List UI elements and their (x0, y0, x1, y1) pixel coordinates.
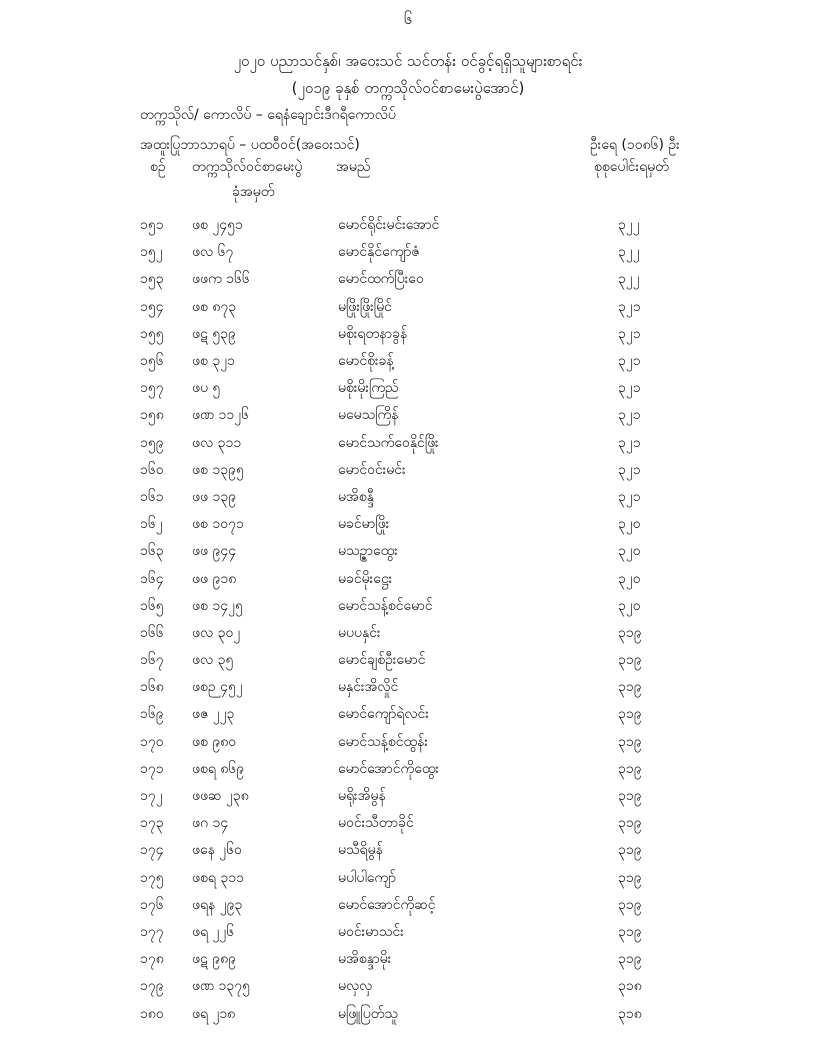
total-marks-cell: ၃၁၈ (618, 1005, 642, 1022)
roll-number-cell: ဖပ ၅ (192, 380, 221, 397)
serial-number-cell: ၁၅၈ (140, 407, 164, 424)
serial-number-cell: ၁၆၀ (140, 461, 164, 478)
roll-number-cell: ဖစ ၈၇၃ (192, 298, 237, 315)
roll-number-cell: ဖဂ ၁၄ (192, 815, 229, 832)
total-marks-cell: ၃၁၉ (618, 896, 642, 913)
total-marks-cell: ၃၂၁ (618, 488, 641, 505)
table-row (140, 647, 700, 674)
serial-number-cell: ၁၆၃ (140, 543, 164, 560)
table-row (140, 212, 700, 239)
serial-number-cell: ၁၆၂ (140, 516, 163, 533)
total-marks-cell: ၃၂၁ (618, 325, 641, 342)
student-name-cell: မောင်သက်ဝေနိုင်ဖြိုး (338, 434, 439, 451)
student-name-cell: မဖြူပြတ်သူ (338, 1005, 398, 1022)
student-name-cell: မောင်သန့်စင်ထွန်း (338, 733, 428, 750)
total-marks-cell: ၃၂၂ (618, 271, 640, 288)
serial-number-cell: ၁၇၇ (140, 923, 164, 940)
total-marks-cell: ၃၁၉ (618, 733, 642, 750)
results-table (140, 212, 700, 1028)
total-marks-cell: ၃၁၉ (618, 706, 642, 723)
student-name-cell: မအိစန္ဒီ (338, 488, 374, 505)
total-marks-cell: ၃၁၉ (618, 869, 642, 886)
student-name-cell: မခင်မာဖြိုး (338, 516, 390, 533)
roll-number-cell: ဖလ ၃၅ (192, 652, 234, 669)
total-marks-cell: ၃၁၉ (618, 624, 642, 641)
serial-number-cell: ၁၅၅ (140, 325, 164, 342)
serial-number-cell: ၁၇၃ (140, 815, 164, 832)
serial-number-cell: ၁၅၆ (140, 353, 164, 370)
serial-number-cell: ၁၇၉ (140, 978, 164, 995)
total-marks-cell: ၃၁၉ (618, 679, 642, 696)
student-name-cell: မဝင်းမာသင်း (338, 923, 404, 940)
table-row (140, 239, 700, 266)
student-name-cell: မောင်အောင်ကိုဆင့် (338, 896, 436, 913)
serial-number-cell: ၁၇၈ (140, 951, 164, 968)
student-name-cell: မောင်အောင်ကိုထွေး (338, 760, 439, 777)
table-row (140, 484, 700, 511)
table-row (140, 756, 700, 783)
header-serial-number: စဉ် (150, 159, 166, 175)
student-name-cell: မအိစန္ဒာမိုး (338, 951, 392, 968)
serial-number-cell: ၁၇၅ (140, 869, 164, 886)
header-roll-number-line2: ခုံအမှတ် (232, 184, 275, 200)
serial-number-cell: ၁၅၇ (140, 380, 164, 397)
serial-number-cell: ၁၇၂ (140, 788, 163, 805)
table-row (140, 837, 700, 864)
subject-line: အထူးပြုဘာသာရပ် – ပထဝီဝင်(အဝေးသင်) (140, 137, 360, 153)
table-row (140, 593, 700, 620)
student-name-cell: မောင်ရိုင်းမင်းအောင် (338, 217, 440, 234)
student-name-cell: မောင်ထက်ပြီးဝေ (338, 271, 424, 288)
table-row (140, 348, 700, 375)
header-name: အမည် (336, 159, 371, 175)
student-name-cell: မဖြိုးဖြိုးမြိုင် (338, 298, 392, 315)
total-marks-cell: ၃၁၉ (618, 842, 642, 859)
roll-number-cell: ဖဇ ၂၂၃ (192, 706, 235, 723)
serial-number-cell: ၁၆၆ (140, 624, 164, 641)
serial-number-cell: ၁၆၁ (140, 488, 164, 505)
total-marks-cell: ၃၂၁ (618, 434, 641, 451)
table-row (140, 973, 700, 1000)
table-row (140, 919, 700, 946)
roll-number-cell: ဖဖဆ ၂၃၈ (192, 788, 249, 805)
total-marks-cell: ၃၂၀ (618, 597, 641, 614)
table-row (140, 266, 700, 293)
student-name-cell: မစိုးရတနာခွန် (338, 325, 408, 342)
roll-number-cell: ဖစရ ၈၆၉ (192, 760, 245, 777)
roll-number-cell: ဖစ ၁၀၇၁ (192, 516, 244, 533)
table-row (140, 701, 700, 728)
student-name-cell: မပပနှင်း (338, 624, 381, 641)
serial-number-cell: ၁၅၃ (140, 271, 164, 288)
student-name-cell: မောင်စိုးခန့် (338, 353, 394, 370)
serial-number-cell: ၁၆၈ (140, 679, 164, 696)
total-marks-cell: ၃၁၈ (618, 978, 642, 995)
roll-number-cell: ဖဏ ၁၃၇၅ (192, 978, 251, 995)
roll-number-cell: ဖစ ၁၃၉၅ (192, 461, 244, 478)
serial-number-cell: ၁၅၉ (140, 434, 164, 451)
roll-number-cell: ဖစ ၂၄၅၁ (192, 217, 243, 234)
student-count: ဦးရေ (၁၀၈၆) ဦး (590, 137, 680, 153)
student-name-cell: မမေသကြိန် (338, 407, 399, 424)
serial-number-cell: ၁၇၀ (140, 733, 164, 750)
total-marks-cell: ၃၂၁ (618, 353, 641, 370)
table-row (140, 1000, 700, 1027)
serial-number-cell: ၁၇၄ (140, 842, 164, 859)
student-name-cell: မဝင်းသီတာခိုင် (338, 815, 414, 832)
table-row (140, 674, 700, 701)
table-row (140, 565, 700, 592)
serial-number-cell: ၁၆၅ (140, 597, 164, 614)
table-row (140, 783, 700, 810)
serial-number-cell: ၁၆၇ (140, 652, 164, 669)
total-marks-cell: ၃၁၉ (618, 652, 642, 669)
roll-number-cell: ဖရ ၂၂၆ (192, 923, 235, 940)
serial-number-cell: ၁၆၉ (140, 706, 164, 723)
header-total-marks: စုစုပေါင်းရမှတ် (594, 159, 669, 175)
student-name-cell: မလှလှ (338, 978, 373, 995)
student-name-cell: မစိုးမိုးကြည် (338, 380, 399, 397)
student-name-cell: မောင်ချစ်ဦးမောင် (338, 652, 426, 669)
roll-number-cell: ဖရန ၂၉၃ (192, 896, 243, 913)
table-row (140, 946, 700, 973)
results-table-body (140, 212, 700, 1028)
total-marks-cell: ၃၂၁ (618, 461, 641, 478)
total-marks-cell: ၃၂၂ (618, 244, 640, 261)
total-marks-cell: ၃၁၉ (618, 923, 642, 940)
serial-number-cell: ၁၈၀ (140, 1005, 164, 1022)
roll-number-cell: ဖဖ ၉၁၈ (192, 570, 237, 587)
roll-number-cell: ဖလ ၃၀၂ (192, 624, 241, 641)
table-row (140, 375, 700, 402)
total-marks-cell: ၃၂၀ (618, 543, 641, 560)
roll-number-cell: ဖဏ ၁၁၂၆ (192, 407, 250, 424)
roll-number-cell: ဖနေ ၂၆၀ (192, 842, 242, 859)
document-title: ၂၀၂၀ ပညာသင်နှစ်၊ အဝေးသင် သင်တန်း ဝင်ခွင့်ရရှိသူများစာရင်း (233, 52, 583, 70)
document-subtitle: (၂၀၁၉ ခုနှစ် တက္ကသိုလ်ဝင်စာမေးပွဲအောင်) (291, 79, 525, 97)
roll-number-cell: ဖဋ ၅၃၉ (192, 325, 236, 342)
total-marks-cell: ၃၂၀ (618, 516, 641, 533)
serial-number-cell: ၁၆၄ (140, 570, 164, 587)
student-name-cell: မပါပါကျော် (338, 869, 397, 886)
table-row (140, 729, 700, 756)
roll-number-cell: ဖစ ၉၈၀ (192, 733, 237, 750)
total-marks-cell: ၃၂၁ (618, 380, 641, 397)
total-marks-cell: ၃၂၂ (618, 217, 640, 234)
student-name-cell: မောင်ဝင်းမင်း (338, 461, 406, 478)
table-row (140, 294, 700, 321)
serial-number-cell: ၁၇၁ (140, 760, 164, 777)
serial-number-cell: ၁၅၁ (140, 217, 164, 234)
university-line: တက္ကသိုလ်/ ကောလိပ် – ရေနံချောင်းဒီဂရီကောလိပ် (140, 107, 396, 123)
table-row (140, 457, 700, 484)
roll-number-cell: ဖဖ ၉၄၄ (192, 543, 237, 560)
student-name-cell: မသဉ္ဇာထွေး (338, 543, 398, 560)
student-name-cell: မောင်ကျော်ရဲလင်း (338, 706, 429, 723)
table-row (140, 321, 700, 348)
serial-number-cell: ၁၇၆ (140, 896, 164, 913)
roll-number-cell: ဖစ ၃၂၁ (192, 353, 235, 370)
student-name-cell: မရိုးအိမွန် (338, 788, 386, 805)
roll-number-cell: ဖဖက ၁၆၆ (192, 271, 250, 288)
total-marks-cell: ၃၂၁ (618, 407, 641, 424)
roll-number-cell: ဖစရ ၃၁၁ (192, 869, 244, 886)
student-name-cell: မခင်မိုးဋ္ဌေး (338, 570, 393, 587)
table-row (140, 538, 700, 565)
student-name-cell: မနှင်းအိလှိုင် (338, 679, 399, 696)
roll-number-cell: ဖစ ၁၄၂၅ (192, 597, 243, 614)
total-marks-cell: ၃၂၀ (618, 570, 641, 587)
total-marks-cell: ၃၁၉ (618, 951, 642, 968)
total-marks-cell: ၃၁၉ (618, 788, 642, 805)
roll-number-cell: ဖဋ ၉၈၉ (192, 951, 236, 968)
table-row (140, 402, 700, 429)
student-name-cell: မသီရိမွန် (338, 842, 383, 859)
roll-number-cell: ဖရ ၂၁၈ (192, 1005, 236, 1022)
table-row (140, 892, 700, 919)
roll-number-cell: ဖလ ၆၇ (192, 244, 234, 261)
roll-number-cell: ဖလ ၃၁၁ (192, 434, 242, 451)
table-row (140, 511, 700, 538)
student-name-cell: မောင်သန့်စင်မောင် (338, 597, 433, 614)
serial-number-cell: ၁၅၄ (140, 298, 164, 315)
serial-number-cell: ၁၅၂ (140, 244, 163, 261)
page-number: ၆ (403, 10, 413, 28)
table-row (140, 865, 700, 892)
table-row (140, 620, 700, 647)
header-roll-number: တက္ကသိုလ်ဝင်စာမေးပွဲ (192, 159, 303, 175)
table-row (140, 430, 700, 457)
roll-number-cell: ဖစဉ ၄၅၂ (192, 679, 243, 696)
table-row (140, 810, 700, 837)
total-marks-cell: ၃၁၉ (618, 760, 642, 777)
student-name-cell: မောင်နိုင်ကျော်ဇံ (338, 244, 420, 261)
total-marks-cell: ၃၁၉ (618, 815, 642, 832)
total-marks-cell: ၃၂၁ (618, 298, 641, 315)
roll-number-cell: ဖဖ ၁၃၉ (192, 488, 237, 505)
